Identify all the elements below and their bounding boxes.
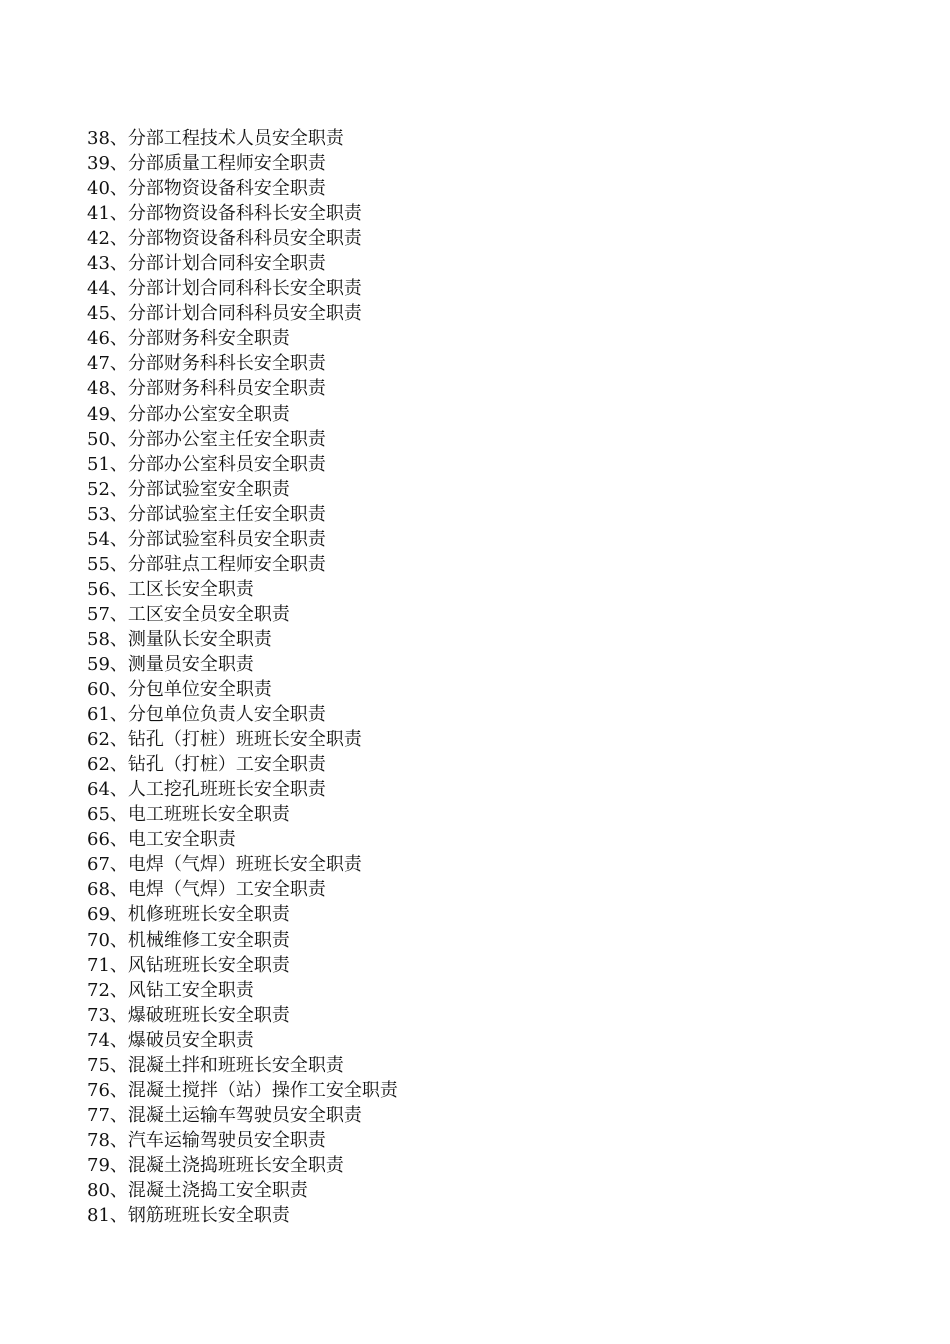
list-item: 68、电焊（气焊）工安全职责 xyxy=(87,879,326,901)
list-item: 58、测量队长安全职责 xyxy=(87,628,272,650)
list-item: 72、风钻工安全职责 xyxy=(87,979,254,1001)
list-item: 49、分部办公室安全职责 xyxy=(87,403,290,425)
list-item: 66、电工安全职责 xyxy=(87,829,236,851)
list-item: 75、混凝土拌和班班长安全职责 xyxy=(87,1054,344,1076)
list-item: 61、分包单位负责人安全职责 xyxy=(87,704,326,726)
list-item: 76、混凝土搅拌（站）操作工安全职责 xyxy=(87,1079,398,1101)
list-item: 38、分部工程技术人员安全职责 xyxy=(87,128,344,149)
list-item: 39、分部质量工程师安全职责 xyxy=(87,153,326,175)
list-item: 59、测量员安全职责 xyxy=(87,653,254,675)
list-item: 60、分包单位安全职责 xyxy=(87,679,272,701)
list-item: 50、分部办公室主任安全职责 xyxy=(87,428,326,450)
responsibility-list xyxy=(87,126,398,1228)
list-item: 71、风钻班班长安全职责 xyxy=(87,954,290,976)
list-item: 80、混凝土浇捣工安全职责 xyxy=(87,1179,308,1201)
list-item: 51、分部办公室科员安全职责 xyxy=(87,453,326,475)
list-item: 42、分部物资设备科科员安全职责 xyxy=(87,228,362,250)
list-item: 57、工区安全员安全职责 xyxy=(87,603,290,625)
list-item: 62、钻孔（打桩）工安全职责 xyxy=(87,754,326,776)
list-item: 74、爆破员安全职责 xyxy=(87,1029,254,1051)
list-item: 41、分部物资设备科科长安全职责 xyxy=(87,203,362,225)
list-item: 47、分部财务科科长安全职责 xyxy=(87,353,326,375)
list-item: 79、混凝土浇捣班班长安全职责 xyxy=(87,1154,344,1176)
list-item: 69、机修班班长安全职责 xyxy=(87,904,290,926)
list-item: 64、人工挖孔班班长安全职责 xyxy=(87,779,326,801)
list-item: 62、钻孔（打桩）班班长安全职责 xyxy=(87,729,362,751)
list-item: 40、分部物资设备科安全职责 xyxy=(87,178,326,200)
list-item: 53、分部试验室主任安全职责 xyxy=(87,503,326,525)
list-item: 67、电焊（气焊）班班长安全职责 xyxy=(87,854,362,876)
list-item: 55、分部驻点工程师安全职责 xyxy=(87,553,326,575)
list-item: 70、机械维修工安全职责 xyxy=(87,929,290,951)
list-item: 54、分部试验室科员安全职责 xyxy=(87,528,326,550)
list-item: 81、钢筋班班长安全职责 xyxy=(87,1205,290,1227)
list-item: 65、电工班班长安全职责 xyxy=(87,804,290,826)
list-item: 45、分部计划合同科科员安全职责 xyxy=(87,303,362,325)
list-item: 77、混凝土运输车驾驶员安全职责 xyxy=(87,1104,362,1126)
list-item: 48、分部财务科科员安全职责 xyxy=(87,378,326,400)
list-item: 73、爆破班班长安全职责 xyxy=(87,1004,290,1026)
list-item: 78、汽车运输驾驶员安全职责 xyxy=(87,1129,326,1151)
list-item: 56、工区长安全职责 xyxy=(87,578,254,600)
list-item: 52、分部试验室安全职责 xyxy=(87,478,290,500)
list-item: 43、分部计划合同科安全职责 xyxy=(87,253,326,275)
list-item: 46、分部财务科安全职责 xyxy=(87,328,290,350)
list-item: 44、分部计划合同科科长安全职责 xyxy=(87,278,362,300)
